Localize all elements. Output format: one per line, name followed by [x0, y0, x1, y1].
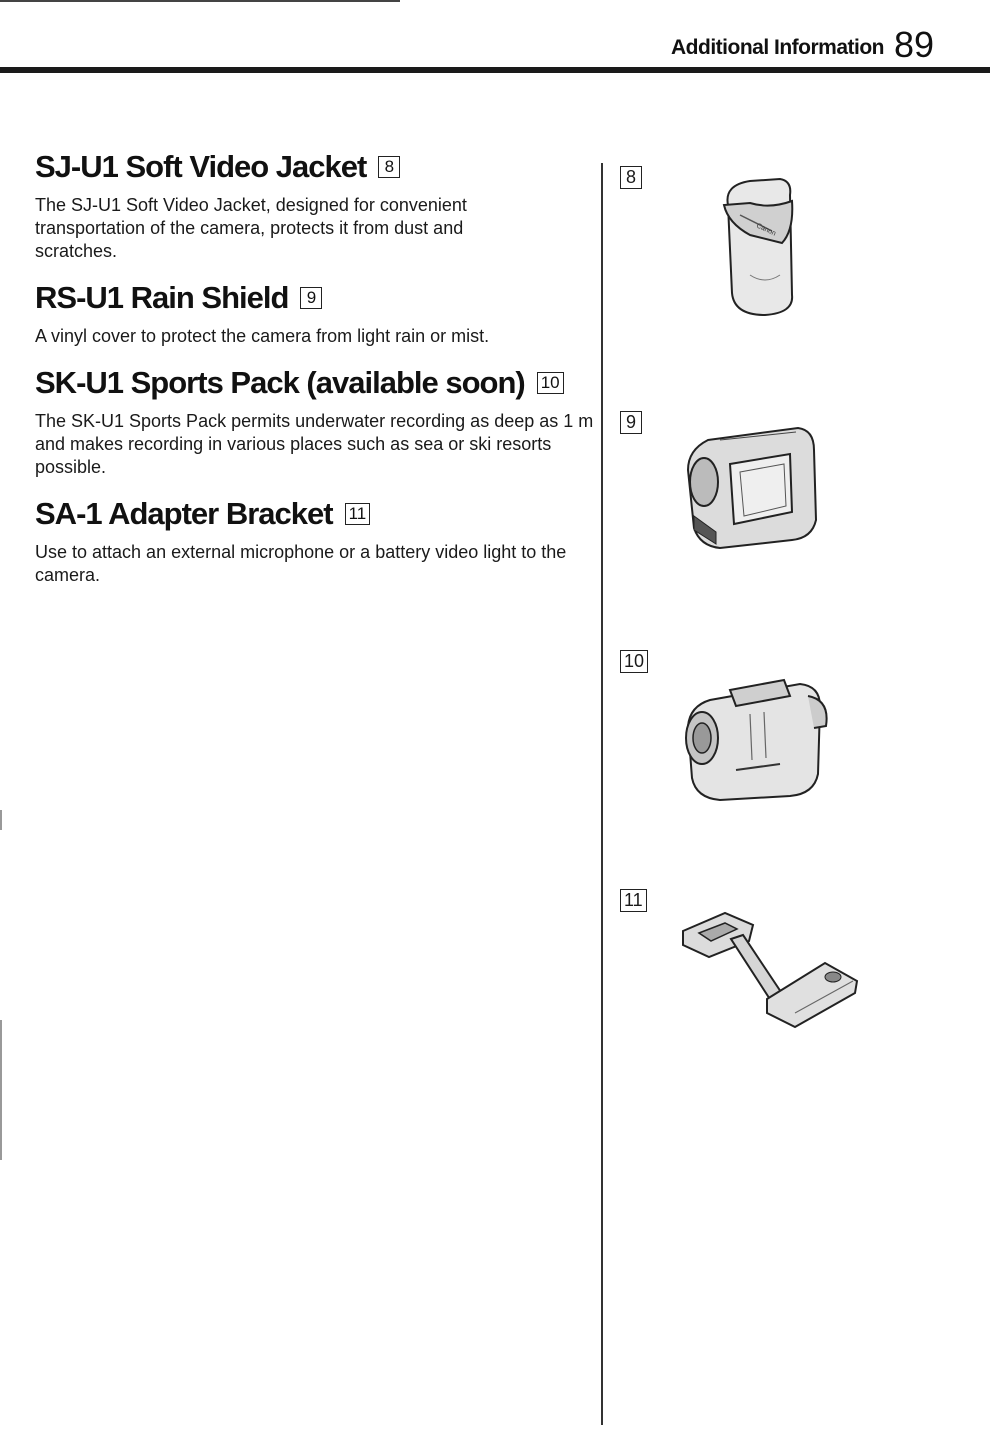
- page-number: 89: [893, 24, 934, 65]
- accessory-item: [35, 281, 595, 348]
- item-title-text: RS-U1 Rain Shield: [35, 280, 289, 316]
- accessory-list: [35, 150, 595, 605]
- top-edge-line: [0, 0, 400, 2]
- figure-label: 9: [620, 411, 642, 434]
- accessory-item: [35, 150, 595, 263]
- item-title-text: SJ-U1 Soft Video Jacket: [35, 149, 367, 184]
- accessory-item: [35, 497, 595, 587]
- figure-ref: 8: [378, 156, 400, 178]
- item-description: The SK-U1 Sports Pack permits underwater recording as deep as 1 m and makes recording in various places such as sea or ski resorts possible.: [35, 411, 594, 478]
- item-title-text: SA-1 Adapter Bracket: [35, 496, 333, 532]
- svg-text:Canon: Canon: [755, 222, 777, 238]
- section-title: Additional Information: [671, 36, 884, 59]
- figure-label: 10: [620, 650, 648, 673]
- item-description: Use to attach an external microphone or a battery video light to the camera.: [35, 542, 567, 586]
- soft-jacket-illustration: [710, 175, 820, 320]
- item-title: [35, 497, 595, 531]
- figure-ref: 10: [537, 372, 564, 394]
- scan-edge-mark: [0, 810, 2, 830]
- column-divider: [601, 163, 603, 1425]
- scan-edge-mark: [0, 1020, 2, 1160]
- item-title: [35, 366, 595, 400]
- item-title: [35, 281, 595, 315]
- item-title: [35, 150, 595, 184]
- adapter-bracket-illustration: [675, 905, 865, 1035]
- figure-label: 8: [620, 166, 642, 189]
- item-description: The SJ-U1 Soft Video Jacket, designed for convenient transportation of the camera, protects it from dust and scratches.: [35, 195, 467, 262]
- figure-label: 11: [620, 889, 647, 912]
- accessory-item: [35, 366, 595, 479]
- item-description: A vinyl cover to protect the camera from light rain or mist.: [35, 326, 490, 347]
- item-title-text: SK-U1 Sports Pack (available soon): [35, 365, 525, 401]
- rain-shield-illustration: [680, 420, 830, 555]
- sports-pack-illustration: [680, 670, 830, 805]
- figure-ref: 9: [300, 287, 322, 309]
- figures-column: [620, 0, 960, 1452]
- figure-ref: 11: [345, 503, 371, 525]
